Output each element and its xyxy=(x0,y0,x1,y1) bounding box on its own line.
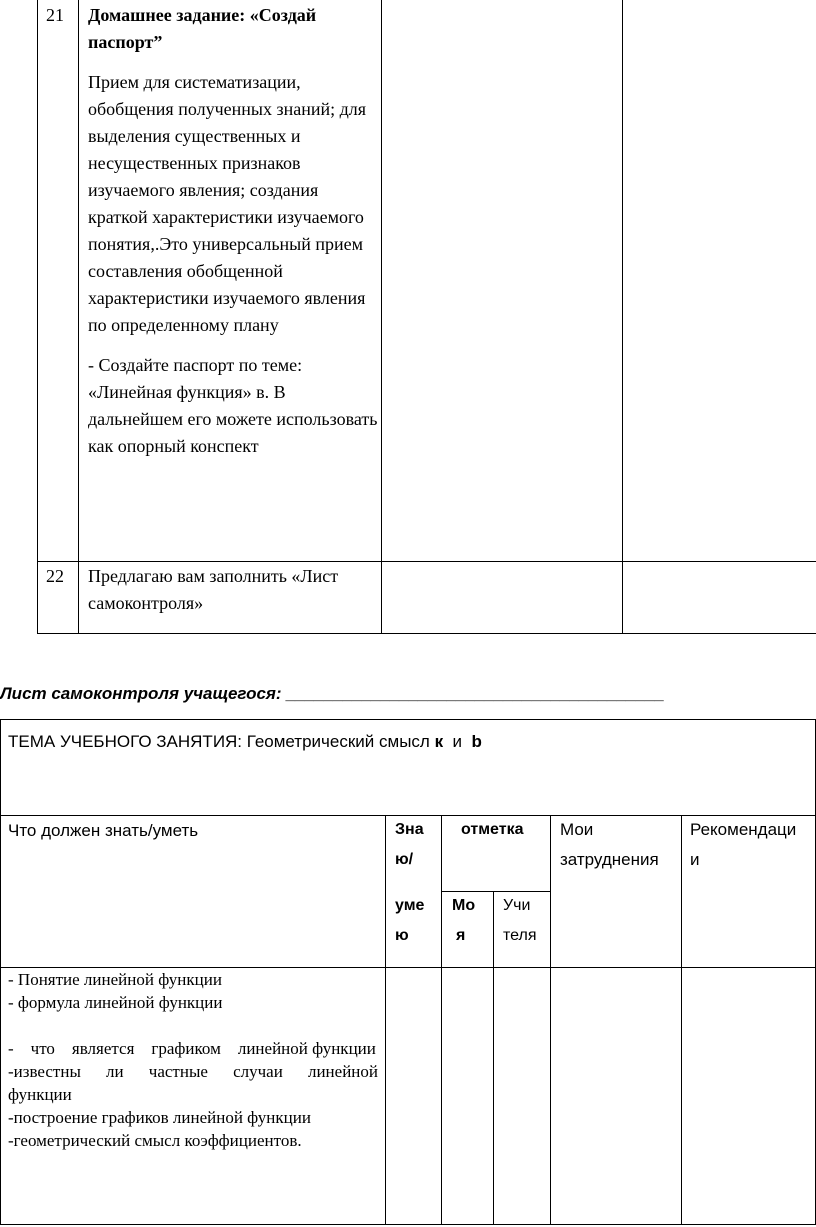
self-control-prompt: Предлагаю вам заполнить «Лист самоконтроля» xyxy=(88,566,339,613)
header-know-can-part: ю/ xyxy=(395,851,414,868)
homework-cell xyxy=(88,2,378,460)
list-item: - Понятие линейной функции xyxy=(8,970,222,989)
header-difficulties xyxy=(560,815,659,875)
lesson-topic xyxy=(8,728,808,755)
list-item: - формула линейной функции xyxy=(8,993,223,1012)
header-know-can-part: Зна xyxy=(395,821,424,838)
sheet-heading: Лист самоконтроля учащегося: ________________________________________ xyxy=(0,684,665,703)
list-item: -построение графиков линейной функции xyxy=(8,1108,311,1127)
header-mine-part: Мо xyxy=(452,897,476,914)
header-recommendations-part: и xyxy=(690,850,700,869)
homework-title: Домашнее задание: «Создай паспорт” xyxy=(88,5,317,52)
header-know-can-part: уме xyxy=(395,897,425,914)
header-difficulties-part: Мои xyxy=(560,820,594,839)
header-difficulties-part: затруднения xyxy=(560,850,659,869)
header-teacher xyxy=(503,891,537,951)
header-mark: отметка xyxy=(461,821,524,838)
header-mine-part: я xyxy=(456,927,466,944)
row-number: 21 xyxy=(46,5,64,25)
list-item: - что является графиком линейной функции xyxy=(8,1039,376,1058)
header-recommendations-part: Рекомендаци xyxy=(690,820,797,839)
list-item: -геометрический смысл коэффициентов. xyxy=(8,1131,302,1150)
homework-description: Прием для систематизации, обобщения полученных знаний; для выделения существенных и несущественных признаков изучаемого явления; создания краткой характеристики изучаемого понятия,.Это универсальный прием составления обобщенной характеристики изучаемого явления по определенному плану xyxy=(88,72,367,335)
topic-and: и xyxy=(443,732,472,751)
header-teacher-part: Учи xyxy=(503,897,531,914)
row-number: 22 xyxy=(46,566,64,586)
header-know-can-part: ю xyxy=(395,927,409,944)
header-teacher-part: теля xyxy=(503,927,537,944)
topic-k: к xyxy=(434,732,444,751)
header-know-can xyxy=(395,815,439,951)
skills-list xyxy=(8,968,383,1152)
list-item: -известны ли частные случаи линейной функции xyxy=(8,1062,383,1104)
topic-prefix: ТЕМА УЧЕБНОГО ЗАНЯТИЯ: Геометрический смысл xyxy=(8,732,435,751)
topic-b: b xyxy=(471,732,482,751)
header-mine xyxy=(452,891,475,951)
header-recommendations xyxy=(690,815,796,875)
homework-task: - Создайте паспорт по теме: «Линейная функция» в. В дальнейшем его можете использовать как опорный конспект xyxy=(88,355,378,456)
header-know-what: Что должен знать/уметь xyxy=(8,821,199,840)
